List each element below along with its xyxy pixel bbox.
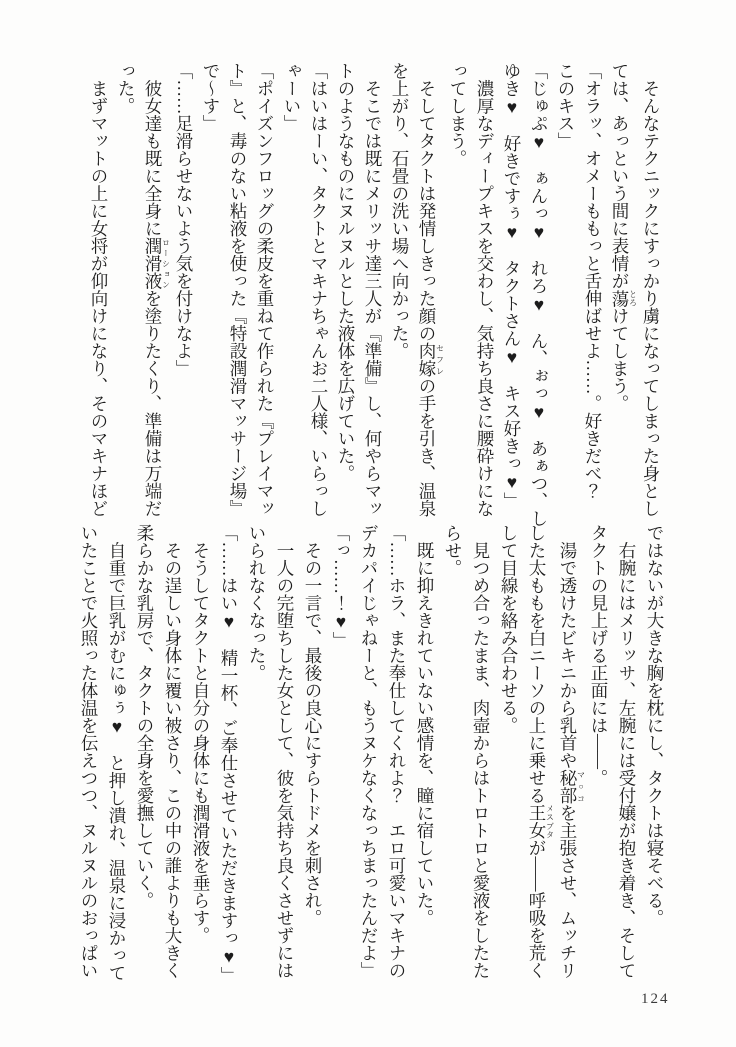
text-block-top (85, 62, 664, 527)
text-line: 「オラッ、オメーももっと舌伸ばせよ……。好きだべ？ (583, 62, 603, 500)
furigana-word: 潤滑液ローション (143, 237, 171, 290)
text-line: 「……足滑らせないよう気を付けなよ」 (174, 62, 194, 377)
text-line: 「……ホラ、また奉仕してくれよ？ エロ可愛いマキナの (387, 524, 407, 979)
text-line: で～す」 (201, 62, 221, 132)
text-line: した太ももを白ニーソの上に乗せる王女メスブタが――呼吸を荒く (527, 524, 555, 979)
furigana-word: 肉嫁セフレ (417, 342, 445, 377)
text-line: 一人の完堕ちした女として、彼を気持ち良くさせずには (275, 524, 295, 979)
furigana-word: 秘部マ○コ (558, 769, 586, 804)
text-line: った。 (116, 62, 136, 115)
text-line: そうしてタクトと自分の身体にも潤滑液を垂らす。 (191, 524, 211, 944)
text-line: ではないが大きな胸を枕にし、タクトは寝そべる。 (645, 524, 665, 927)
text-line: いたことで火照った体温を伝えつつ、ヌルヌルのおっぱい (79, 524, 99, 979)
text-line: 「ポイズンフロッグの柔皮を重ねて作られた『プレイマッ (255, 62, 275, 517)
text-line: 「じゅぷ♥ ぁんっ♥ れろ♥ ん、ぉっ♥ あぁつ、し (529, 62, 549, 527)
text-line: いられなくなった。 (247, 524, 267, 682)
text-line: ゆき♥ 好きですぅ♥ タクトさん♥ キス好きっ♥」 (502, 62, 522, 510)
text-line: その逞しい身体に覆い被さり、この中の誰よりも大きく (163, 524, 183, 979)
text-line: らせ。 (443, 524, 463, 577)
text-line: ト』と、毒のない粘液を使った『特設潤滑マッサージ場』 (228, 62, 248, 517)
text-line: を上がり、石畳の洗い場へ向かった。 (390, 62, 410, 360)
text-line: そこでは既にメリッサ達三人が『準備』し、何やらマッ (363, 62, 383, 517)
furigana-word: 蕩とろ (610, 289, 638, 307)
text-line: まずマットの上に女将が仰向けになり、そのマキナほど (89, 62, 109, 517)
text-line: ってしまう。 (448, 62, 468, 167)
text-line: そんなテクニックにすっかり虜になってしまった身とし (641, 62, 661, 517)
text-line: 湯で透けたビキニから乳首や秘部マ○コを主張させ、ムッチリ (558, 524, 586, 979)
text-line: して目線を絡み合わせる。 (499, 524, 519, 734)
furigana-word: 王女メスブタ (527, 804, 555, 839)
text-line: 既に抑えきれていない感情を、瞳に宿していた。 (415, 524, 435, 927)
text-line: 彼女達も既に全身に潤滑液ローションを塗りたくり、準備は万端だ (143, 62, 171, 517)
text-line: デカパイじゃねーと、もうヌケなくなっちまったんだよ」 (359, 524, 379, 979)
text-line: そしてタクトは発情しきった顔の肉嫁セフレの手を引き、温泉 (417, 62, 445, 517)
text-line: トのようなものにヌルヌルとした液体を広げていた。 (336, 62, 356, 482)
text-line: ては、あっという間に表情が蕩とろけてしまう。 (610, 62, 638, 412)
page-number: 124 (641, 991, 670, 1007)
text-line: 「はいはーい、タクトとマキナちゃんお二人様、いらっし (309, 62, 329, 517)
text-line: 柔らかな乳房で、タクトの全身を愛撫していく。 (135, 524, 155, 909)
text-line: 右腕にはメリッサ、左腕には受付嬢が抱き着き、そして (617, 524, 637, 979)
text-line: 見つめ合ったまま、肉壺からはトロトロと愛液をしたた (471, 524, 491, 979)
text-line: ゃーい」 (282, 62, 302, 132)
text-line: タクトの見上げる正面には――。 (589, 524, 609, 787)
text-block-bottom (75, 524, 669, 989)
text-line: 濃厚なディープキスを交わし、気持ち良さに腰砕けにな (475, 62, 495, 517)
text-line: このキス」 (556, 62, 576, 150)
text-line: 「っ……！♥」 (331, 524, 351, 649)
text-line: 「……はい♥ 精一杯、ご奉仕させていただきますっ♥」 (219, 524, 239, 984)
text-line: その一言で、最後の良心にすらトドメを刺され。 (303, 524, 323, 927)
text-line: 自重で巨乳がむにゅぅ♥ と押し潰れ、温泉に浸かって (107, 524, 127, 982)
